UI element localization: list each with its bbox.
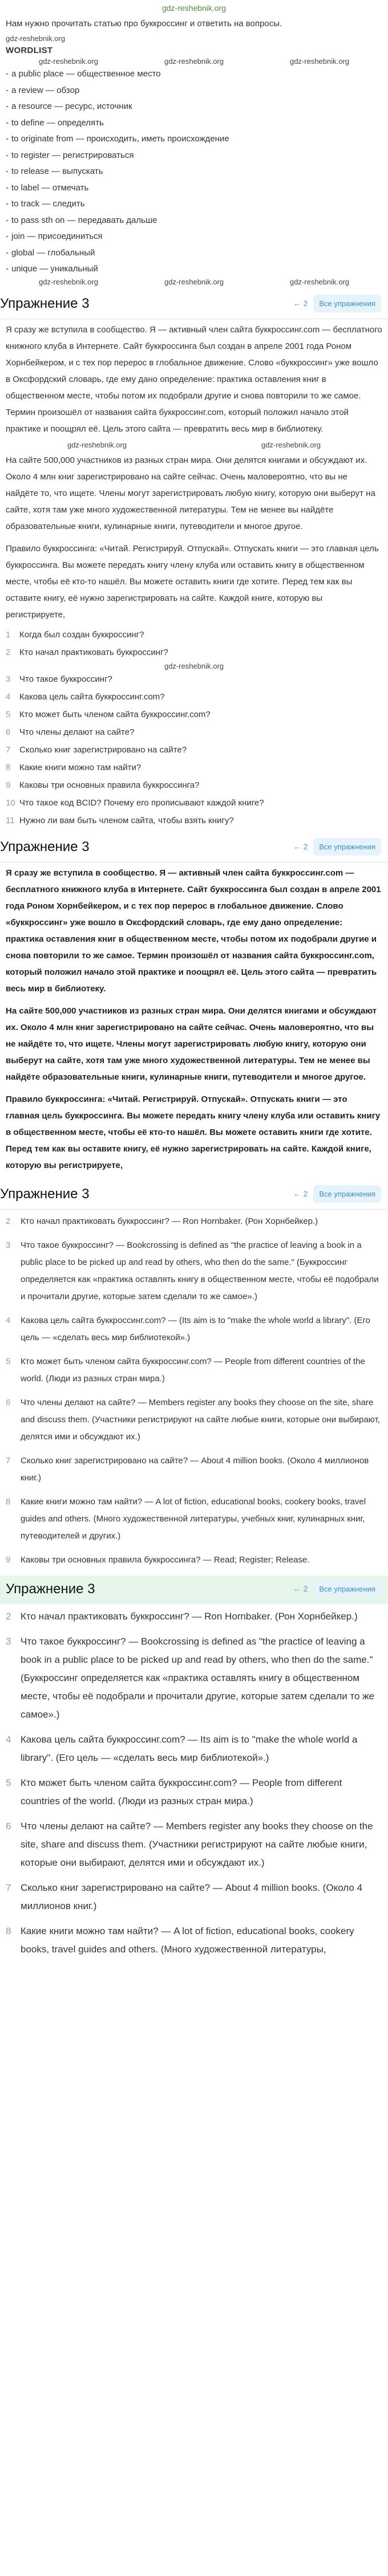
exercise-header: [0, 833, 388, 862]
answer-item: 2 Кто начал практиковать буккроссинг? — Ron Hornbaker. (Рон Хорнбейкер.): [6, 1216, 318, 1226]
answer-item: 4 Какова цель сайта буккроссинг.com? — Its aim is to "make the whole world a library". (Его цель — «сделать весь мир библиотекой».): [6, 1733, 358, 1763]
answer-item: 3 Что такое буккроссинг? — Bookcrossing is defined as "the practice of leaving a book in a public place to be picked up and read by others, who then do the same." (Буккроссинг определяется как «практика оставлять книгу в общественном месте, чтобы её подобрали и прочитали другие, которые затем сделали то же самое».): [6, 1240, 379, 1301]
word-item: - a public place — общественное место: [6, 66, 382, 83]
article-text-3: Правило буккроссинга: «Читай. Регистрируй. Отпускай». Отпускать книги — это главная цель буккроссинга. Вы можете передать книгу члену клуба или оставить книгу в общественном месте, чтобы её кто-то нашёл. Вы можете оставить книги где хотите. Перед тем как вы оставите книгу, её нужно зарегистрировать на сайте. Каждой книге, которую вы регистрируете,: [6, 543, 379, 620]
answer-item: 3 Что такое буккроссинг? — Bookcrossing is defined as "the practice of leaving a book in a public place to be picked up and read by others, who then do the same." (Буккроссинг определяется как «практика оставлять книгу в общественном месте, чтобы её подобрали и прочитали другие, которые затем сделали то же самое».): [6, 1635, 374, 1720]
article-text-bold-2: На сайте 500,000 участников из разных стран мира. Они делятся книгами и обсуждают их. Около 4 млн книг зарегистрировано на сайте сейчас. Очень маловероятно, что вы не найдёте то, что ищете. Члены могут зарегистрировать любую книгу, которую они выберут на сайте, хотя там уже много художественной литературы. Тем не менее вы найдёте образовательные книги, кулинарные книги, путеводители и многое другое.: [6, 1006, 377, 1082]
word-item: - to register — регистрироваться: [6, 148, 382, 164]
answer-item: 5 Кто может быть членом сайта буккроссинг.com? — People from different countries of the world. (Люди из разных стран мира.): [6, 1777, 342, 1806]
question-item: 2 Кто начал практиковать буккроссинг?: [6, 647, 168, 657]
question-item: 8 Какие книги можно там найти?: [6, 762, 142, 772]
answer-item: 5 Кто может быть членом сайта буккроссинг.com? — People from different countries of the world. (Люди из разных стран мира.): [6, 1356, 365, 1383]
question-item: 5 Кто может быть членом сайта буккроссинг.com?: [6, 709, 211, 719]
answer-item: 4 Какова цель сайта буккроссинг.com? — (Its aim is to "make the whole world a library". (Его цель — «сделать весь мир библиотекой».): [6, 1315, 371, 1342]
article-text-bold: Я сразу же вступила в сообщество. Я — активный член сайта буккроссинг.com — бесплатного книжного клуба в Интернете. Сайт буккроссинга был создан в апреле 2001 года Роном Хорнбейкером, и с тех пор перерос в глобальное движение. Слово «буккроссинг» уже вошло в Оксфордский словарь, где ему дано определение: практика оставления книг в общественном месте, чтобы потом их подобрали другие и снова повторили то же самое. Термин произошёл от названия сайта буккроссинг.com, который положил начало этой практике и поощрял её. Цель этого сайта — превратить весь мир в библиотеку.: [6, 868, 381, 994]
word-item: - a resource — ресурс, источник: [6, 99, 382, 115]
question-item: 3 Что такое буккроссинг?: [6, 674, 112, 684]
article-text: Я сразу же вступила в сообщество. Я — активный член сайта буккроссинг.com — бесплатного книжного клуба в Интернете. Сайт буккроссинга был создан в апреле 2001 года Роном Хорнбейкером, и с тех пор перерос в глобальное движение. Слово «буккроссинг» уже вошло в Оксфордский словарь, где ему дано определение: практика оставления книг в общественном месте, чтобы потом их подобрали другие и снова повторили то же самое. Термин произошёл от названия сайта буккроссинг.com, который положил начало этой практике и поощрял её. Цель этого сайта — превратить весь мир в библиотеку.: [6, 324, 382, 434]
article-text-bold-3: Правило буккроссинга: «Читай. Регистрируй. Отпускай». Отпускать книги — это главная цель буккроссинга. Вы можете передать книгу члену клуба или оставить книгу в общественном месте, чтобы её кто-то нашёл. Вы можете оставить книги где хотите. Перед тем как вы оставите книгу, её нужно зарегистрировать на сайте. Каждой книге, которую вы регистрируете,: [6, 1094, 381, 1170]
all-exercises-button[interactable]: Все упражнения: [313, 1185, 381, 1203]
answer-item: 6 Что члены делают на сайте? — Members register any books they choose on the site, share and discuss them. (Участники регистрируют на сайте любые книги, которые они выбирают, делятся ими и обсуждают их.): [6, 1820, 373, 1868]
answer-item: 2 Кто начал практиковать буккроссинг? — Ron Hornbaker. (Рон Хорнбейкер.): [6, 1610, 358, 1622]
watermark-row: gdz-reshebnik.org gdz-reshebnik.org: [67, 440, 321, 449]
prev-page-button[interactable]: ← 2: [293, 1584, 308, 1593]
question-item: 1 Когда был создан буккроссинг?: [6, 629, 144, 640]
answer-item: 7 Сколько книг зарегистрировано на сайте? — About 4 million books. (Около 4 миллионов книг.): [6, 1882, 363, 1911]
exercise-title: Упражнение 3: [0, 295, 90, 311]
question-item: 10 Что такое код BCID? Почему его прописывают каждой книге?: [6, 797, 264, 808]
word-item: - unique — уникальный: [6, 261, 382, 278]
all-exercises-button[interactable]: Все упражнения: [313, 295, 381, 313]
prev-page-button[interactable]: ← 2: [293, 299, 308, 308]
all-exercises-button[interactable]: Все упражнения: [313, 838, 381, 856]
watermark: gdz-reshebnik.org: [6, 34, 66, 43]
site-url[interactable]: gdz-reshebnik.org: [161, 3, 227, 13]
exercise-header: [0, 1181, 388, 1210]
word-item: - join — присоединиться: [6, 229, 382, 245]
answer-item: 8 Какие книги можно там найти? — A lot of fiction, educational books, cookery books, travel guides and others. (Много художественной литературы,: [6, 1925, 354, 1955]
answers-large: [0, 1604, 388, 1962]
word-item: - to define — определять: [6, 115, 382, 132]
word-item: - to pass sth on — передавать дальше: [6, 213, 382, 229]
watermark-row: gdz-reshebnik.org gdz-reshebnik.org gdz-reshebnik.org: [38, 277, 350, 286]
exercise-header: [0, 290, 388, 319]
word-item: - to label — отмечать: [6, 180, 382, 197]
intro-text: Нам нужно прочитать статью про буккроссинг и ответить на вопросы.: [6, 19, 282, 29]
question-item: 6 Что члены делают на сайте?: [6, 727, 135, 737]
wordlist: [6, 66, 382, 278]
prev-page-button[interactable]: ← 2: [293, 1189, 308, 1198]
wordlist-title: WORDLIST: [6, 45, 53, 55]
exercise-title: Упражнение 3: [6, 1581, 95, 1597]
exercise-title: Упражнение 3: [0, 839, 90, 854]
exercise-title: Упражнение 3: [0, 1186, 90, 1202]
question-item: 7 Сколько книг зарегистрировано на сайте?: [6, 744, 187, 755]
prev-page-button[interactable]: ← 2: [293, 842, 308, 851]
watermark-row: gdz-reshebnik.org: [164, 661, 224, 670]
watermark-row: gdz-reshebnik.org gdz-reshebnik.org gdz-reshebnik.org: [38, 57, 350, 66]
answer-item: 8 Какие книги можно там найти? — A lot of fiction, educational books, cookery books, travel guides and others. (Много художественной литературы, учебных книг, кулинарных книг, путеводителей и других.): [6, 1496, 366, 1541]
word-item: - to originate from — происходить, иметь происхождение: [6, 131, 382, 148]
article-text-2: На сайте 500,000 участников из разных стран мира. Они делятся книгами и обсуждают их. Около 4 млн книг зарегистрировано на сайте сейчас. Очень маловероятно, что вы не найдёте то, что ищете. Члены могут зарегистрировать любую книгу, которую они выберут на сайте, хотя там уже много художественной литературы. Тем не менее вы найдёте образовательные книги, кулинарные книги, путеводители и многое другое.: [6, 455, 375, 531]
question-item: 11 Нужно ли вам быть членом сайта, чтобы взять книгу?: [6, 815, 234, 825]
all-exercises-button[interactable]: Все упражнения: [313, 1580, 381, 1598]
word-item: - to track — следить: [6, 196, 382, 213]
answer-item: 6 Что члены делают на сайте? — Members register any books they choose on the site, share and discuss them. (Участники регистрируют на сайте любые книги, которые они выбирают, делятся ими и обсуждают их.): [6, 1397, 380, 1442]
question-item: 9 Каковы три основных правила буккроссинга?: [6, 780, 200, 790]
word-item: - a review — обзор: [6, 83, 382, 99]
exercise-header: [0, 1576, 388, 1604]
question-item: 4 Какова цель сайта буккроссинг.com?: [6, 691, 165, 702]
word-item: - to release — выпускать: [6, 164, 382, 180]
answer-item: 9 Каковы три основных правила буккроссинга? — Read; Register; Release.: [6, 1554, 310, 1565]
answer-item: 7 Сколько книг зарегистрировано на сайте? — About 4 million books. (Около 4 миллионов книг.): [6, 1455, 369, 1483]
word-item: - global — глобальный: [6, 245, 382, 262]
